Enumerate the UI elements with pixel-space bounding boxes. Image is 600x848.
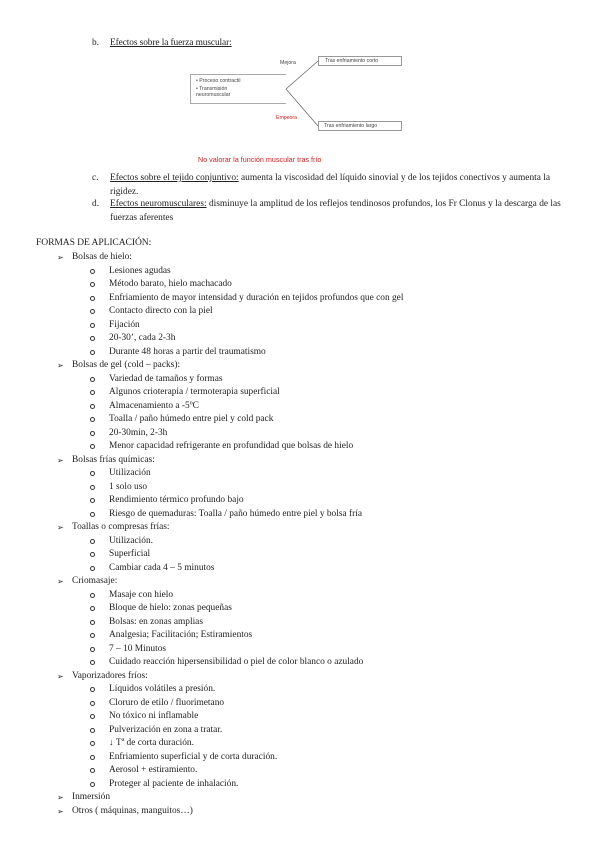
- diagram-list-item: • Transmisión neuromuscular: [196, 86, 231, 98]
- application-label: Vaporizadores fríos:: [72, 670, 148, 681]
- application-subitem: [0, 535, 600, 549]
- arrow-bullet-icon: ➢: [57, 671, 64, 681]
- circle-bullet-icon: [90, 606, 95, 611]
- application-group: [0, 791, 600, 805]
- section-c-paragraph: [110, 172, 570, 199]
- application-subitem-label: Analgesia; Facilitación; Estiramientos: [109, 630, 253, 640]
- application-subitem: [0, 629, 600, 643]
- application-subitem-label: No tóxico ni inflamable: [109, 711, 199, 721]
- top-box-label: Tras enfriamiento corto: [325, 58, 379, 64]
- circle-bullet-icon: [90, 728, 95, 733]
- application-subitem-label: Durante 48 horas a partir del traumatismo: [109, 346, 266, 357]
- application-subitem: [0, 778, 600, 792]
- application-subitem-label: Proteger al paciente de inhalación.: [109, 778, 239, 789]
- mejora-label: Mejora: [280, 60, 296, 66]
- circle-bullet-icon: [90, 566, 95, 571]
- circle-bullet-icon: [90, 782, 95, 787]
- application-subitem-label: Enfriamiento superficial y de corta duración.: [109, 751, 278, 762]
- arrow-bullet-icon: ➢: [57, 361, 64, 370]
- application-subitem-label: Cuidado reacción hipersensibilidad o piel de color blanco o azulado: [109, 657, 364, 667]
- application-subitem: [0, 751, 600, 765]
- application-subitem: [0, 602, 600, 616]
- application-subitem-label: Fijación: [109, 319, 140, 330]
- application-label: Otros ( máquinas, manguitos…): [72, 805, 193, 816]
- circle-bullet-icon: [90, 336, 95, 341]
- application-group: [0, 575, 600, 670]
- section-c-text: aumenta la viscosidad del líquido sinovial y de los tejidos conectivos y aumenta la rigidez.: [110, 173, 551, 197]
- application-list: [0, 251, 600, 818]
- application-subitem: [0, 683, 600, 697]
- application-subitem-label: Utilización.: [109, 535, 153, 546]
- application-item: [0, 791, 600, 805]
- application-subitem: [0, 346, 600, 360]
- application-subitem: [0, 373, 600, 387]
- circle-bullet-icon: [90, 417, 95, 422]
- application-label: Inmersión: [72, 792, 111, 802]
- application-group: [0, 359, 600, 454]
- section-b-marker: b.: [92, 38, 99, 48]
- circle-bullet-icon: [90, 701, 95, 706]
- application-subitem-label: 7 – 10 Minutos: [109, 643, 167, 654]
- application-subitem-label: Almacenamiento a -5ºC: [109, 400, 199, 411]
- application-subitem-label: 20-30min, 2-3h: [109, 427, 168, 438]
- application-subitem-label: Riesgo de quemaduras: Toalla / paño húmedo entre piel y bolsa fría: [109, 508, 363, 519]
- application-subitem: [0, 764, 600, 778]
- application-subitem: [0, 643, 600, 657]
- circle-bullet-icon: [90, 390, 95, 395]
- circle-bullet-icon: [90, 593, 95, 598]
- circle-bullet-icon: [90, 755, 95, 760]
- application-subitem-label: Aerosol + estiramiento.: [109, 765, 198, 775]
- application-label: Bolsas de hielo:: [72, 252, 132, 262]
- circle-bullet-icon: [90, 282, 95, 287]
- application-group: [0, 251, 600, 359]
- circle-bullet-icon: [90, 404, 95, 409]
- application-subitem-label: Contacto directo con la piel: [109, 306, 213, 316]
- application-subitem-label: Cloruro de etilo / fluorimetano: [109, 697, 225, 708]
- application-subitem: [0, 440, 600, 454]
- circle-bullet-icon: [90, 741, 95, 746]
- application-subitem-label: 1 solo uso: [109, 481, 148, 492]
- application-subitem: [0, 724, 600, 738]
- arrow-bullet-icon: ➢: [57, 577, 64, 586]
- arrow-bullet-icon: ➢: [57, 253, 64, 262]
- application-item: [0, 359, 600, 373]
- application-subitem: [0, 467, 600, 481]
- circle-bullet-icon: [90, 485, 95, 490]
- application-subitem-label: Menor capacidad refrigerante en profundidad que bolsas de hielo: [109, 441, 354, 451]
- application-subitem-label: Variedad de tamaños y formas: [109, 373, 223, 384]
- application-group: [0, 521, 600, 575]
- application-subitem: [0, 413, 600, 427]
- section-d-paragraph: [110, 198, 570, 225]
- diagram-note: No valorar la función muscular tras frío: [198, 155, 322, 164]
- circle-bullet-icon: [90, 471, 95, 476]
- application-subitem-label: Cambiar cada 4 – 5 minutos: [109, 562, 215, 573]
- application-item: [0, 521, 600, 535]
- section-b-title: Efectos sobre la fuerza muscular:: [110, 38, 232, 48]
- application-label: Bolsas de gel (cold – packs):: [72, 360, 181, 370]
- circle-bullet-icon: [90, 377, 95, 382]
- application-subitem-label: Método barato, hielo machacado: [109, 279, 232, 289]
- application-subitem: [0, 589, 600, 603]
- application-subitem: [0, 305, 600, 319]
- application-subitem: [0, 278, 600, 292]
- circle-bullet-icon: [90, 687, 95, 692]
- application-label: Bolsas frías químicas:: [72, 454, 155, 465]
- application-subitem: [0, 481, 600, 495]
- application-item: [0, 454, 600, 468]
- diagram-list: [190, 74, 286, 104]
- empeora-label: Empeora: [276, 115, 298, 121]
- application-item: [0, 805, 600, 819]
- application-subitem: [0, 710, 600, 724]
- application-subitem: [0, 494, 600, 508]
- circle-bullet-icon: [90, 309, 95, 314]
- application-subitem: [0, 548, 600, 562]
- circle-bullet-icon: [90, 350, 95, 355]
- application-subitem: [0, 562, 600, 576]
- arrow-bullet-icon: ➢: [57, 793, 64, 802]
- application-subitem: [0, 332, 600, 346]
- application-subitem-label: Masaje con hielo: [109, 589, 174, 600]
- application-group: [0, 670, 600, 792]
- circle-bullet-icon: [90, 552, 95, 557]
- application-subitem-label: Pulverización en zona a tratar.: [109, 724, 223, 735]
- circle-bullet-icon: [90, 620, 95, 625]
- application-subitem-label: Utilización: [109, 468, 151, 478]
- section-d-text: disminuye la amplitud de los reflejos tendinosos profundos, los Fr Clonus y la descarga de las fuerzas aferentes: [110, 199, 561, 223]
- section-c-marker: c.: [92, 173, 99, 183]
- application-subitem-label: 20-30’, cada 2-3h: [109, 333, 176, 343]
- arrow-bullet-icon: ➢: [57, 523, 64, 532]
- application-subitem: [0, 508, 600, 522]
- section-c-title: Efectos sobre el tejido conjuntivo:: [110, 173, 239, 183]
- section-d-marker: d.: [92, 199, 100, 209]
- application-subitem: [0, 697, 600, 711]
- application-subitem: [0, 427, 600, 441]
- application-item: [0, 670, 600, 684]
- strength-effects-diagram: [190, 54, 410, 134]
- circle-bullet-icon: [90, 714, 95, 719]
- circle-bullet-icon: [90, 269, 95, 274]
- circle-bullet-icon: [90, 539, 95, 544]
- section-d-title: Efectos neuromusculares:: [110, 199, 207, 209]
- application-subitem: [0, 319, 600, 333]
- application-subitem-label: Superficial: [109, 549, 151, 559]
- application-subitem: [0, 656, 600, 670]
- application-subitem-label: Bloque de hielo: zonas pequeñas: [109, 603, 232, 613]
- application-subitem: [0, 292, 600, 306]
- application-subitem-label: Enfriamiento de mayor intensidad y duración en tejidos profundos que con gel: [109, 292, 404, 303]
- application-item: [0, 251, 600, 265]
- application-subitem: [0, 400, 600, 414]
- application-subitem: [0, 737, 600, 751]
- formas-heading: FORMAS DE APLICACIÓN:: [36, 237, 152, 248]
- application-label: Criomasaje:: [72, 576, 118, 586]
- circle-bullet-icon: [90, 431, 95, 436]
- application-group: [0, 805, 600, 819]
- arrow-bullet-icon: ➢: [57, 455, 64, 465]
- application-label: Toallas o compresas frías:: [72, 522, 170, 532]
- circle-bullet-icon: [90, 660, 95, 665]
- circle-bullet-icon: [90, 633, 95, 638]
- application-subitem-label: ↓ Tª de corta duración.: [109, 738, 194, 748]
- application-subitem-label: Lesiones agudas: [109, 265, 171, 276]
- arrow-bullet-icon: ➢: [57, 806, 64, 816]
- circle-bullet-icon: [90, 512, 95, 517]
- application-subitem: [0, 616, 600, 630]
- circle-bullet-icon: [90, 296, 95, 301]
- circle-bullet-icon: [90, 444, 95, 449]
- application-subitem-label: Bolsas: en zonas amplias: [109, 616, 203, 627]
- application-item: [0, 575, 600, 589]
- circle-bullet-icon: [90, 768, 95, 773]
- application-subitem-label: Toalla / paño húmedo entre piel y cold pack: [109, 414, 274, 424]
- application-subitem-label: Líquidos volátiles a presión.: [109, 684, 216, 694]
- application-subitem-label: Algunos crioterapia / termoterapia superficial: [109, 387, 280, 397]
- application-subitem: [0, 386, 600, 400]
- application-subitem-label: Rendimiento térmico profundo bajo: [109, 495, 244, 505]
- circle-bullet-icon: [90, 647, 95, 652]
- diagram-list-item: • Proceso contractil: [196, 78, 241, 84]
- circle-bullet-icon: [90, 323, 95, 328]
- circle-bullet-icon: [90, 498, 95, 503]
- application-group: [0, 454, 600, 522]
- bottom-box-label: Tras enfriamiento largo: [324, 123, 378, 129]
- application-subitem: [0, 265, 600, 279]
